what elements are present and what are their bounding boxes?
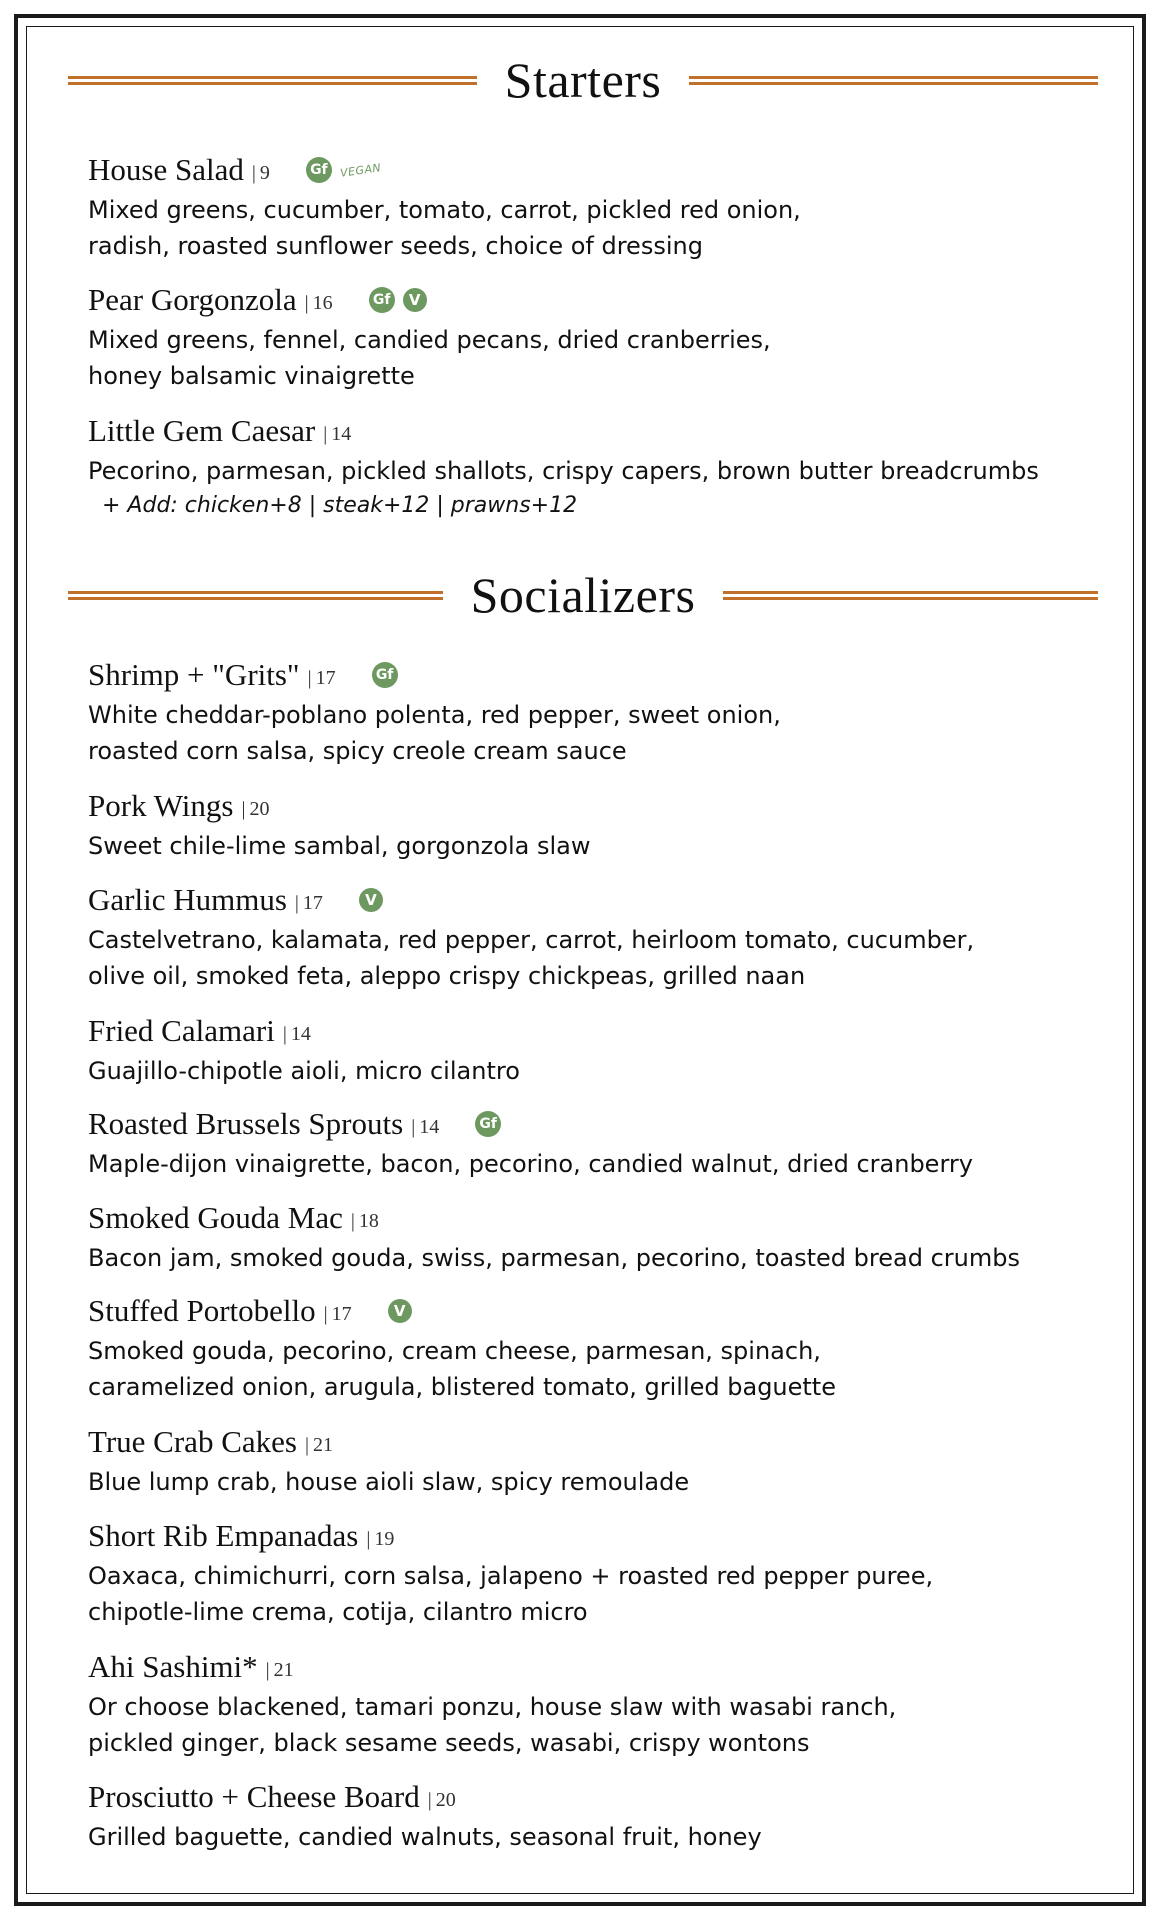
item-price: | 9 <box>251 161 270 184</box>
gluten-free-icon: Gf <box>475 1111 501 1137</box>
menu-item <box>88 655 1098 769</box>
menu-item <box>88 880 1098 994</box>
item-price: | 17 <box>323 1302 352 1325</box>
item-name: Smoked Gouda Mac <box>88 1200 343 1235</box>
menu-item <box>88 1422 1098 1500</box>
item-description: Mixed greens, cucumber, tomato, carrot, pickled red onion, radish, roasted sunflower seeds, choice of dressing <box>88 196 801 260</box>
item-name: Pear Gorgonzola <box>88 282 297 317</box>
item-price: | 14 <box>282 1022 311 1045</box>
item-description: Blue lump crab, house aioli slaw, spicy remoulade <box>88 1468 690 1496</box>
item-price: | 14 <box>411 1115 440 1138</box>
item-price: | 14 <box>323 422 352 445</box>
menu-item <box>88 1104 1098 1182</box>
vegetarian-icon: V <box>403 288 427 312</box>
item-name: Roasted Brussels Sprouts <box>88 1106 404 1141</box>
item-description: Or choose blackened, tamari ponzu, house slaw with wasabi ranch, pickled ginger, black sesame seeds, wasabi, crispy wontons <box>88 1693 897 1757</box>
item-name: Shrimp + "Grits" <box>88 657 300 692</box>
menu-item <box>88 150 1098 264</box>
item-description: White cheddar-poblano polenta, red pepper, sweet onion, roasted corn salsa, spicy creole cream sauce <box>88 701 781 765</box>
item-name: Prosciutto + Cheese Board <box>88 1779 420 1814</box>
item-name: Ahi Sashimi* <box>88 1649 258 1684</box>
item-name: Garlic Hummus <box>88 882 287 917</box>
gluten-free-icon: Gf <box>369 287 395 313</box>
item-description: Maple-dijon vinaigrette, bacon, pecorino, candied walnut, dried cranberry <box>88 1150 973 1178</box>
item-name: True Crab Cakes <box>88 1424 297 1459</box>
menu-item <box>88 411 1098 523</box>
item-addon: + Add: chicken+8 | steak+12 | prawns+12 <box>102 493 578 518</box>
section-header-socializers <box>68 560 1098 630</box>
item-name: Stuffed Portobello <box>88 1293 316 1328</box>
item-price: | 20 <box>241 797 270 820</box>
item-description: Smoked gouda, pecorino, cream cheese, parmesan, spinach, caramelized onion, arugula, blistered tomato, grilled baguette <box>88 1337 836 1401</box>
vegan-label: VEGAN <box>339 160 382 180</box>
item-price: | 17 <box>307 666 336 689</box>
item-price: | 21 <box>265 1658 294 1681</box>
item-price: | 20 <box>427 1788 456 1811</box>
menu-item <box>88 1198 1098 1276</box>
item-description: Castelvetrano, kalamata, red pepper, carrot, heirloom tomato, cucumber, olive oil, smoked feta, aleppo crispy chickpeas, grilled naan <box>88 926 975 990</box>
menu-item <box>88 786 1098 864</box>
decorative-rule-left <box>68 591 443 600</box>
menu-item <box>88 1777 1098 1855</box>
gluten-free-icon: Gf <box>306 157 332 183</box>
item-name: Fried Calamari <box>88 1013 275 1048</box>
item-price: | 16 <box>304 291 333 314</box>
item-description: Bacon jam, smoked gouda, swiss, parmesan, pecorino, toasted bread crumbs <box>88 1244 1020 1272</box>
item-description: Oaxaca, chimichurri, corn salsa, jalapeno + roasted red pepper puree, chipotle-lime crema, cotija, cilantro micro <box>88 1562 934 1626</box>
section-title: Socializers <box>470 567 696 623</box>
decorative-rule-right <box>723 591 1098 600</box>
item-description: Grilled baguette, candied walnuts, seasonal fruit, honey <box>88 1823 762 1851</box>
gluten-free-icon: Gf <box>372 662 398 688</box>
section-header-starters <box>68 45 1098 115</box>
menu-item <box>88 1291 1098 1405</box>
menu-item <box>88 1516 1098 1630</box>
item-name: Little Gem Caesar <box>88 413 316 448</box>
item-name: House Salad <box>88 152 244 187</box>
menu-item <box>88 1011 1098 1089</box>
item-description: Guajillo-chipotle aioli, micro cilantro <box>88 1057 520 1085</box>
item-price: | 18 <box>350 1209 379 1232</box>
item-name: Pork Wings <box>88 788 234 823</box>
menu-item <box>88 280 1098 394</box>
item-price: | 19 <box>366 1527 395 1550</box>
item-price: | 17 <box>294 891 323 914</box>
vegetarian-icon: V <box>359 888 383 912</box>
item-price: | 21 <box>304 1433 333 1456</box>
vegetarian-icon: V <box>388 1299 412 1323</box>
decorative-rule-left <box>68 76 477 85</box>
item-name: Short Rib Empanadas <box>88 1518 359 1553</box>
item-description: Mixed greens, fennel, candied pecans, dried cranberries, honey balsamic vinaigrette <box>88 326 771 390</box>
section-title: Starters <box>504 52 662 108</box>
decorative-rule-right <box>689 76 1098 85</box>
item-description: Sweet chile-lime sambal, gorgonzola slaw <box>88 832 591 860</box>
item-description: Pecorino, parmesan, pickled shallots, crispy capers, brown butter breadcrumbs <box>88 457 1039 485</box>
menu-item <box>88 1647 1098 1761</box>
